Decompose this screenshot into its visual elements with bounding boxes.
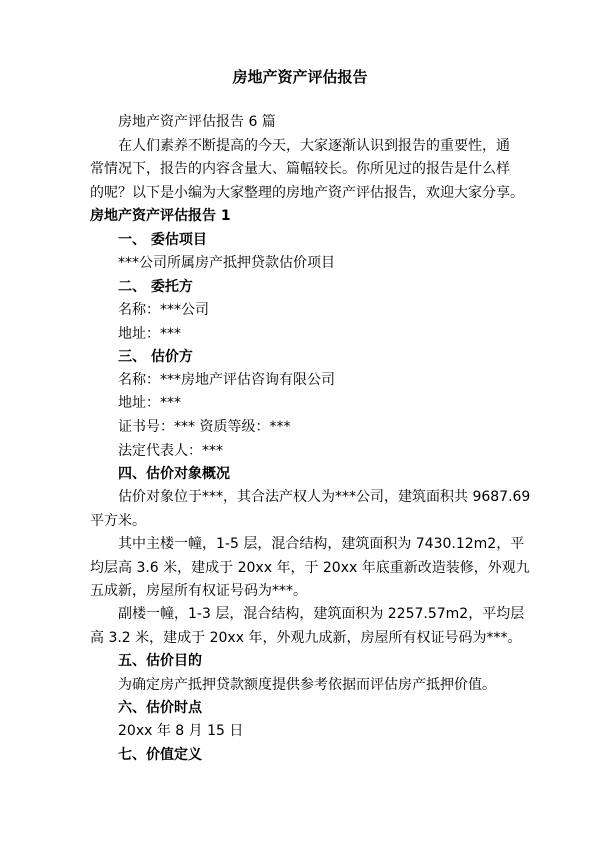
- section-5-text: 为确定房产抵押贷款额度提供参考依据而评估房产抵押价值。: [118, 677, 496, 693]
- intro-line-3: 的呢？以下是小编为大家整理的房地产资产评估报告，欢迎大家分享。: [90, 185, 524, 201]
- section-1-heading: 一、 委估项目: [118, 232, 207, 248]
- section-4-heading: 四、估价对象概况: [118, 466, 230, 482]
- document-subtitle: 房地产资产评估报告 6 篇: [118, 114, 276, 130]
- report-1-heading: 房地产资产评估报告 1: [90, 208, 231, 224]
- section-4-p3-line-1: 副楼一幢，1-3 层，混合结构，建筑面积为 2257.57m2，平均层: [118, 606, 525, 622]
- intro-line-1: 在人们素养不断提高的今天，大家逐渐认识到报告的重要性，通: [118, 138, 510, 154]
- section-5-heading: 五、估价目的: [118, 653, 202, 669]
- section-6-text: 20xx 年 8 月 15 日: [118, 723, 244, 739]
- section-4-p3-line-2: 高 3.2 米，建成于 20xx 年，外观九成新，房屋所有权证号码为***。: [90, 630, 522, 646]
- section-2-name: 名称：***公司: [118, 302, 209, 318]
- section-4-p1-line-2: 平方米。: [90, 513, 146, 529]
- section-3-rep: 法定代表人：***: [118, 443, 223, 459]
- section-4-p2-line-1: 其中主楼一幢，1-5 层，混合结构，建筑面积为 7430.12m2，平: [118, 536, 525, 552]
- document-title: 房地产资产评估报告: [232, 68, 368, 86]
- section-3-heading: 三、 估价方: [118, 349, 193, 365]
- section-3-cert: 证书号：*** 资质等级：***: [118, 419, 291, 435]
- section-2-address: 地址：***: [118, 326, 181, 342]
- intro-line-2: 常情况下，报告的内容含量大、篇幅较长。你所见过的报告是什么样: [90, 161, 510, 177]
- section-7-heading: 七、价值定义: [118, 747, 202, 763]
- section-4-p1-line-1: 估价对象位于***，其合法产权人为***公司，建筑面积共 9687.69: [118, 489, 531, 505]
- section-6-heading: 六、估价时点: [118, 700, 202, 716]
- section-4-p2-line-3: 五成新，房屋所有权证号码为***。: [90, 583, 307, 599]
- section-3-name: 名称：***房地产评估咨询有限公司: [118, 372, 335, 388]
- section-2-heading: 二、 委托方: [118, 279, 193, 295]
- section-3-address: 地址：***: [118, 395, 181, 411]
- section-1-text: ***公司所属房产抵押贷款估价项目: [118, 255, 335, 271]
- section-4-p2-line-2: 均层高 3.6 米，建成于 20xx 年，于 20xx 年底重新改造装修，外观九: [90, 560, 530, 576]
